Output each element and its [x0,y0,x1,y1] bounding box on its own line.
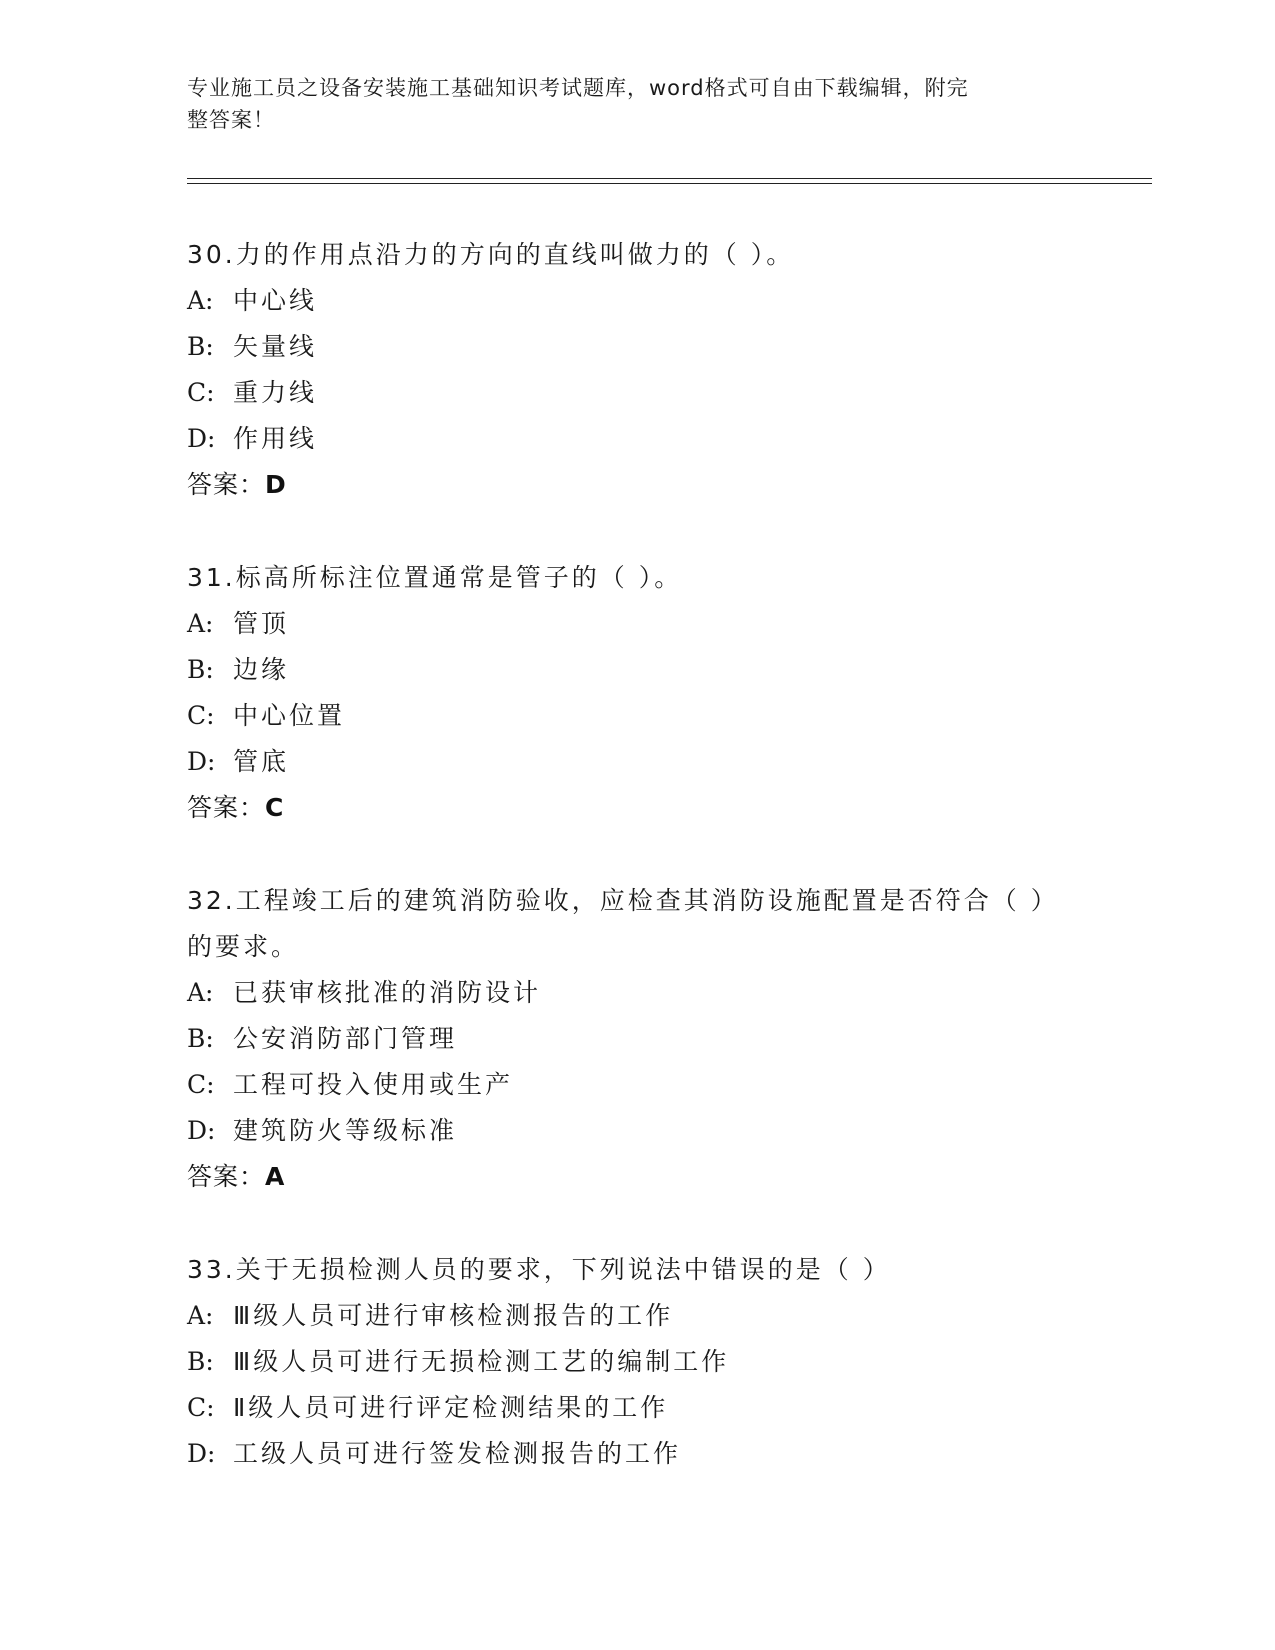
option-text: 矢量线 [233,332,318,361]
question-list [187,232,1087,1524]
option-letter: C: [187,1393,215,1422]
header-line-1: 专业施工员之设备安装施工基础知识考试题库，word格式可自由下载编辑，附完 [187,76,969,100]
option-text: 管底 [233,747,290,776]
question-text: 31.标高所标注位置通常是管子的（ ）。 [187,563,683,592]
option-letter: B: [187,1024,214,1053]
question-30 [187,232,1087,508]
option-text: 中心线 [233,286,318,315]
option-letter: C: [187,701,215,730]
option-a [187,1293,1087,1339]
header-divider-top [187,178,1152,179]
option-text: 重力线 [233,378,318,407]
option-a [187,601,1087,647]
answer-label: 答案： [187,1162,266,1191]
option-b [187,1016,1087,1062]
option-text: 公安消防部门管理 [233,1024,458,1053]
option-letter: D: [187,1116,216,1145]
option-text: 管顶 [233,609,290,638]
option-text: Ⅱ级人员可进行评定检测结果的工作 [233,1393,669,1422]
option-text: Ⅲ级人员可进行无损检测工艺的编制工作 [233,1347,730,1376]
option-text: Ⅲ级人员可进行审核检测报告的工作 [233,1301,674,1330]
option-text: 作用线 [233,424,318,453]
question-text: 32.工程竣工后的建筑消防验收，应检查其消防设施配置是否符合（ ）的要求。 [187,886,1047,961]
header-divider-bottom [187,183,1152,184]
option-d [187,739,1087,785]
answer-value: C [265,793,285,822]
option-a [187,278,1087,324]
option-d [187,1431,1087,1477]
option-c [187,1062,1087,1108]
option-letter: A: [187,286,214,315]
answer-line [187,785,1087,831]
answer-line [187,462,1087,508]
option-text: 工级人员可进行签发检测报告的工作 [233,1439,682,1468]
answer-label: 答案： [187,470,266,499]
option-letter: B: [187,1347,214,1376]
header-line-2: 整答案！ [187,108,275,132]
option-letter: D: [187,747,216,776]
option-letter: B: [187,332,214,361]
question-33 [187,1247,1087,1477]
question-text: 30.力的作用点沿力的方向的直线叫做力的（ ）。 [187,240,795,269]
option-letter: D: [187,1439,216,1468]
option-letter: B: [187,655,214,684]
option-c [187,370,1087,416]
option-c [187,1385,1087,1431]
option-b [187,324,1087,370]
option-b [187,647,1087,693]
option-letter: D: [187,424,216,453]
option-a [187,970,1087,1016]
option-text: 工程可投入使用或生产 [233,1070,514,1099]
answer-value: D [265,470,287,499]
option-b [187,1339,1087,1385]
question-text: 33.关于无损检测人员的要求，下列说法中错误的是（ ） [187,1255,891,1284]
option-d [187,416,1087,462]
option-letter: A: [187,978,214,1007]
answer-value: A [265,1162,286,1191]
option-d [187,1108,1087,1154]
question-32 [187,878,1087,1200]
option-text: 中心位置 [233,701,346,730]
option-text: 建筑防火等级标准 [233,1116,458,1145]
option-letter: A: [187,1301,214,1330]
answer-label: 答案： [187,793,266,822]
document-header [187,72,1067,136]
option-c [187,693,1087,739]
option-text: 已获审核批准的消防设计 [233,978,542,1007]
option-letter: A: [187,609,214,638]
option-letter: C: [187,378,215,407]
answer-line [187,1154,1087,1200]
question-31 [187,555,1087,831]
option-text: 边缘 [233,655,290,684]
option-letter: C: [187,1070,215,1099]
